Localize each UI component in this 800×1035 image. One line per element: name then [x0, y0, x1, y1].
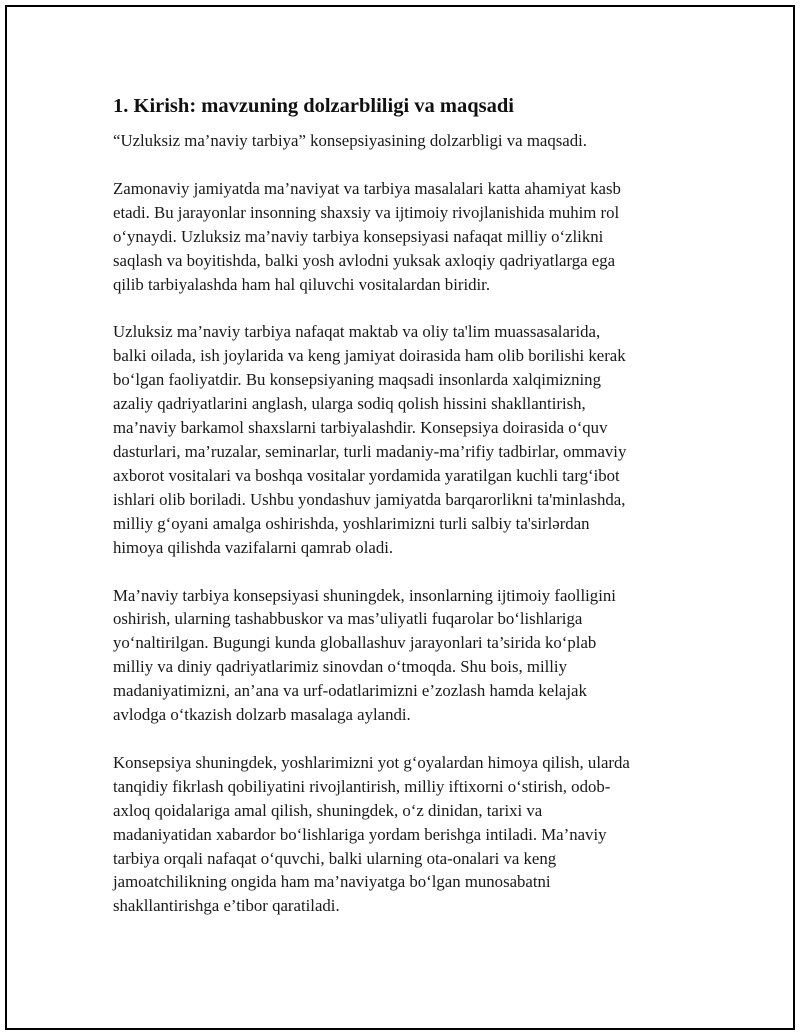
text-line: o‘ynaydi. Uzluksiz ma’naviy tarbiya konsepsiyasi nafaqat milliy o‘zlikni	[113, 226, 604, 246]
paragraph-1	[113, 177, 693, 297]
text-line: balki oilada, ish joylarida va keng jamiyat doirasida ham olib borilishi kerak	[113, 346, 626, 366]
document-content	[113, 92, 693, 942]
paragraph-3	[113, 584, 693, 727]
text-line: madaniyatidan xabardor bo‘lishlariga yordam berishga intiladi. Ma’naviy	[113, 824, 607, 844]
text-line: ishlari olib boriladi. Ushbu yondashuv jamiyatda barqarorlikni ta'minlashda,	[113, 489, 626, 509]
text-line: “Uzluksiz ma’naviy tarbiya” konsepsiyasining dolzarbligi va maqsadi.	[113, 131, 587, 150]
text-line: Uzluksiz ma’naviy tarbiya nafaqat maktab va oliy ta'lim muassasalarida,	[113, 322, 601, 342]
paragraph-2	[113, 320, 693, 559]
text-line: Ma’naviy tarbiya konsepsiyasi shuningdek, insonlarning ijtimoiy faolligini	[113, 585, 616, 605]
text-line: tarbiya orqali nafaqat o‘quvchi, balki ularning ota-onalari va keng	[113, 848, 557, 868]
text-line: Zamonaviy jamiyatda ma’naviyat va tarbiya masalalari katta ahamiyat kasb	[113, 178, 621, 198]
text-line: dasturlari, ma’ruzalar, seminarlar, turli madaniy-ma’rifiy tadbirlar, ommaviy	[113, 441, 627, 461]
text-line: qilib tarbiyalashda ham hal qiluvchi vositalardan biridir.	[113, 274, 491, 294]
text-line: yo‘naltirilgan. Bugungi kunda globallashuv jarayonlari ta’sirida ko‘plab	[113, 633, 597, 653]
text-line: ma’naviy barkamol shaxslarni tarbiyalashdir. Konsepsiya doirasida o‘quv	[113, 418, 608, 438]
text-line: shakllantirishga e’tibor qaratiladi.	[113, 896, 340, 916]
text-line: avlodga o‘tkazish dolzarb masalaga aylandi.	[113, 705, 411, 725]
text-line: bo‘lgan faoliyatdir. Bu konsepsiyaning maqsadi insonlarda xalqimizning	[113, 370, 601, 390]
text-line: saqlash va boyitishda, balki yosh avlodni yuksak axloqiy qadriyatlarga ega	[113, 250, 616, 270]
text-line: axloq qoidalariga amal qilish, shuningdek, o‘z dinidan, tarixi va	[113, 800, 543, 820]
text-line: Konsepsiya shuningdek, yoshlarimizni yot g‘oyalardan himoya qilish, ularda	[113, 752, 630, 772]
text-line: himoya qilishda vazifalarni qamrab oladi.	[113, 537, 394, 557]
paragraph-intro	[113, 129, 693, 153]
text-line: milliy g‘oyani amalga oshirishda, yoshlarimizni turli salbiy ta'sirlərdan	[113, 513, 590, 533]
text-line: tanqidiy fikrlash qobiliyatini rivojlantirish, milliy iftixorni o‘stirish, odob-	[113, 776, 611, 796]
text-line: milliy va diniy qadriyatlarimiz sinovdan o‘tmoqda. Shu bois, milliy	[113, 657, 567, 677]
text-line: etadi. Bu jarayonlar insonning shaxsiy va ijtimoiy rivojlanishida muhim rol	[113, 202, 620, 222]
text-line: azaliy qadriyatlarini anglash, ularga sodiq qolish hissini shakllantirish,	[113, 394, 586, 414]
text-line: oshirish, ularning tashabbuskor va mas’uliyatli fuqarolar bo‘lishlariga	[113, 609, 583, 629]
text-line: jamoatchilikning ongida ham ma’naviyatga bo‘lgan munosabatni	[113, 872, 551, 892]
text-line: axborot vositalari va boshqa vositalar yordamida yaratilgan kuchli targ‘ibot	[113, 465, 620, 485]
text-line: madaniyatimizni, an’ana va urf-odatlarimizni e’zozlash hamda kelajak	[113, 681, 587, 701]
section-heading: 1. Kirish: mavzuning dolzarbliligi va maqsadi	[113, 95, 514, 117]
paragraph-4	[113, 751, 693, 918]
